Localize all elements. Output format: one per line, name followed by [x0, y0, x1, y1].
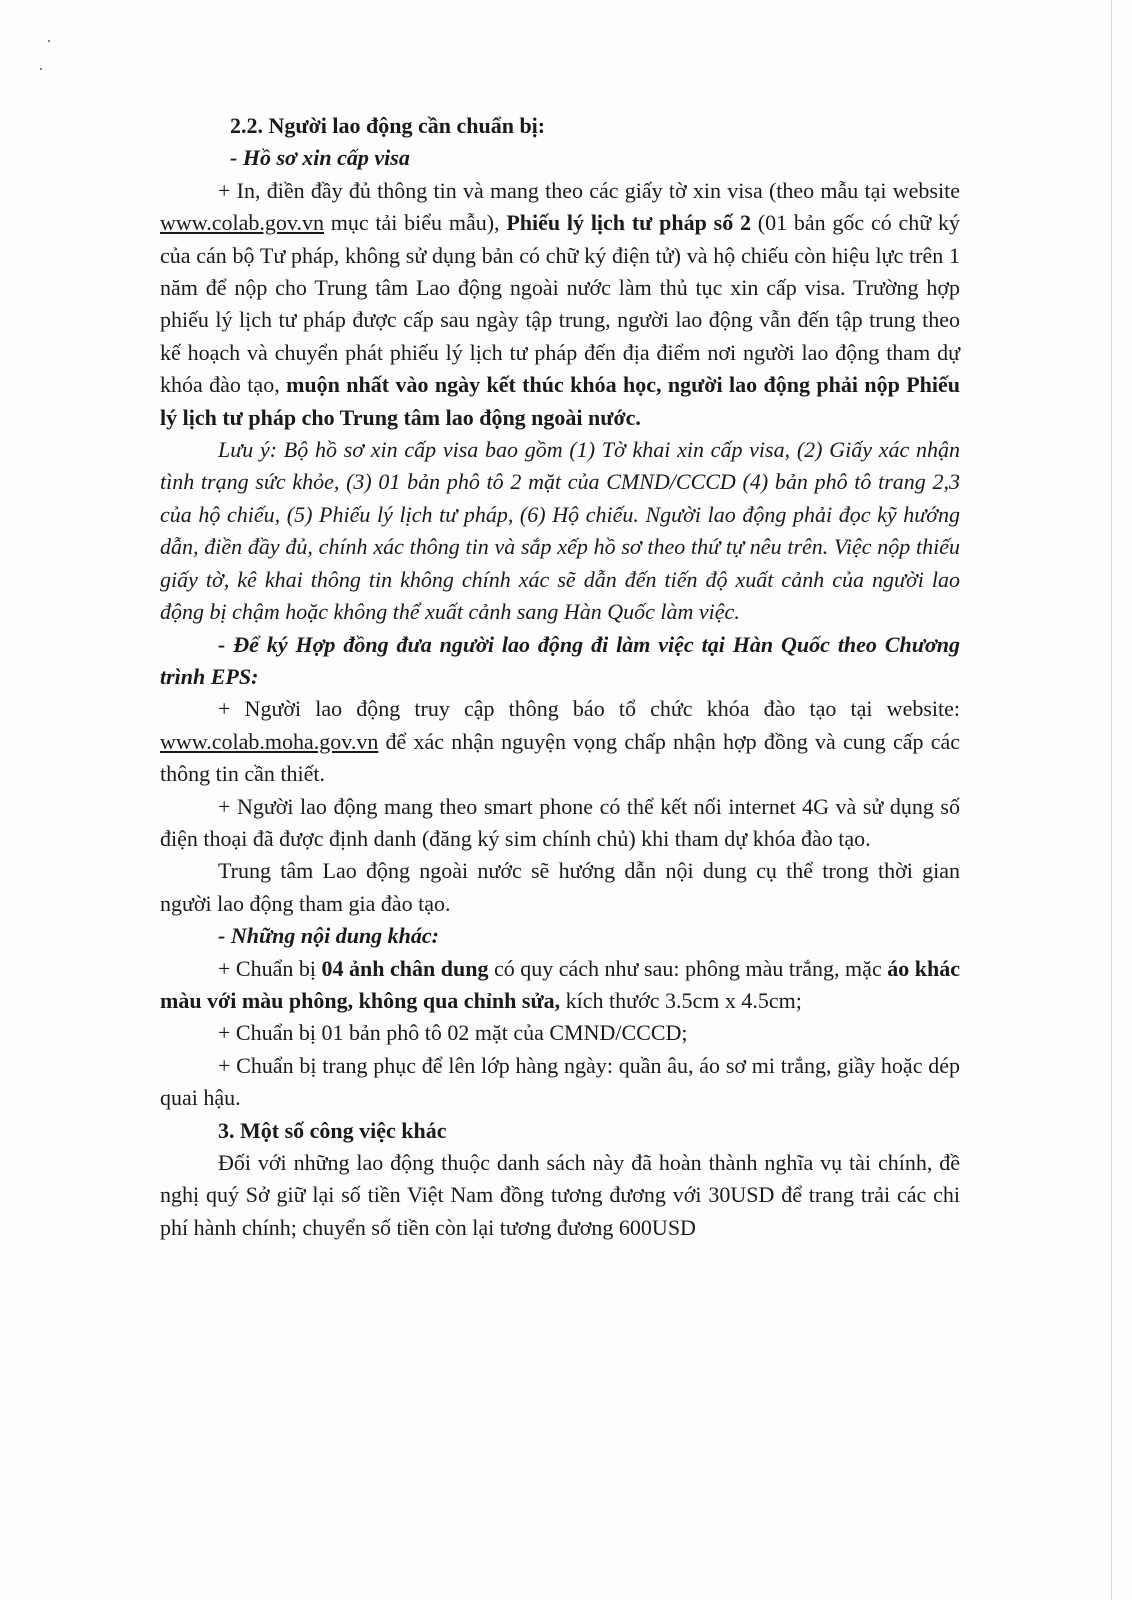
photo-paragraph-text: + Chuẩn bị [218, 955, 322, 981]
scan-speck [40, 68, 42, 70]
eps-subheading: - Để ký Hợp đồng đưa người lao động đi làm việc tại Hàn Quốc theo Chương trình EPS: [160, 631, 960, 689]
finance-paragraph: Đối với những lao động thuộc danh sách này đã hoàn thành nghĩa vụ tài chính, đề nghị quý Sở giữ lại số tiền Việt Nam đồng tương đương với 30USD để trang trải các chi phí hành chính; chuyển số tiền còn lại tương đương 600USD [160, 1150, 960, 1240]
colab-moha-link[interactable]: www.colab.moha.gov.vn [160, 728, 379, 754]
section-heading-2-2: 2.2. Người lao động cần chuẩn bị: [230, 113, 546, 138]
visa-paragraph-text: + In, điền đầy đủ thông tin và mang theo các giấy tờ xin visa (theo mẫu tại website [218, 177, 960, 203]
photo-paragraph-text: có quy cách như sau: phông màu trắng, mặc [488, 955, 888, 981]
guidance-paragraph: Trung tâm Lao động ngoài nước sẽ hướng dẫn nội dung cụ thể trong thời gian người lao động tham gia đào tạo. [160, 858, 960, 916]
section-heading-3: 3. Một số công việc khác [218, 1117, 447, 1143]
photo-paragraph-bold: 04 ảnh chân dung [321, 955, 489, 981]
id-copy-paragraph: + Chuẩn bị 01 bản phô tô 02 mặt của CMND/CCCD; [218, 1020, 688, 1046]
visa-paragraph-bold: Phiếu lý lịch tư pháp số 2 [506, 210, 751, 236]
eps-paragraph-text: để xác nhận nguyện vọng chấp nhận hợp đồng và cung cấp các thông tin cần thiết. [160, 728, 960, 787]
scan-speck [48, 40, 50, 42]
eps-paragraph-text: + Người lao động truy cập thông báo tổ chức khóa đào tạo tại website: [218, 696, 960, 722]
document-body [160, 110, 960, 1244]
photo-paragraph [160, 953, 960, 1018]
visa-paragraph-text: (01 bản gốc có chữ ký của cán bộ Tư pháp, không sử dụng bản có chữ ký điện tử) và hộ chiếu còn hiệu lực trên 1 năm để nộp cho Trung tâm Lao động ngoài nước làm thủ tục xin cấp visa. Trường hợp phiếu lý lịch tư pháp được cấp sau ngày tập trung, người lao động vẫn đến tập trung theo kế hoạch và chuyển phát phiếu lý lịch tư pháp đến địa điểm nơi người lao động tham dự khóa đào tạo, [160, 210, 961, 398]
scan-edge-line [1111, 0, 1112, 1600]
visa-note: Lưu ý: Bộ hồ sơ xin cấp visa bao gồm (1) Tờ khai xin cấp visa, (2) Giấy xác nhận tình trạng sức khỏe, (3) 01 bản phô tô 2 mặt của CMND/CCCD (4) bản phô tô trang 2,3 của hộ chiếu, (5) Phiếu lý lịch tư pháp, (6) Hộ chiếu. Người lao động phải đọc kỹ hướng dẫn, điền đầy đủ, chính xác thông tin và sắp xếp hồ sơ theo thứ tự nêu trên. Việc nộp thiếu giấy tờ, kê khai thông tin không chính xác sẽ dẫn đến tiến độ xuất cảnh của người lao động bị chậm hoặc không thể xuất cảnh sang Hàn Quốc làm việc. [160, 437, 960, 625]
colab-link[interactable]: www.colab.gov.vn [160, 210, 324, 236]
visa-subheading: - Hồ sơ xin cấp visa [230, 145, 410, 171]
eps-paragraph [160, 693, 960, 790]
photo-paragraph-text: kích thước 3.5cm x 4.5cm; [560, 987, 802, 1013]
visa-paragraph [160, 175, 960, 434]
visa-paragraph-bold: muộn nhất vào ngày kết thúc khóa học, người lao động phải nộp Phiếu lý lịch tư pháp cho Trung tâm lao động ngoài nước. [160, 372, 960, 430]
clothing-paragraph: + Chuẩn bị trang phục để lên lớp hàng ngày: quần âu, áo sơ mi trắng, giầy hoặc dép quai hậu. [160, 1052, 960, 1111]
other-subheading: - Những nội dung khác: [218, 923, 440, 949]
photo-paragraph-bold: áo khác màu với màu phông, không qua chỉnh sửa, [160, 955, 960, 1013]
visa-paragraph-text: mục tải biểu mẫu), [323, 210, 507, 236]
smartphone-paragraph: + Người lao động mang theo smart phone có thể kết nối internet 4G và sử dụng số điện thoại đã được định danh (đăng ký sim chính chủ) khi tham dự khóa đào tạo. [160, 793, 960, 851]
